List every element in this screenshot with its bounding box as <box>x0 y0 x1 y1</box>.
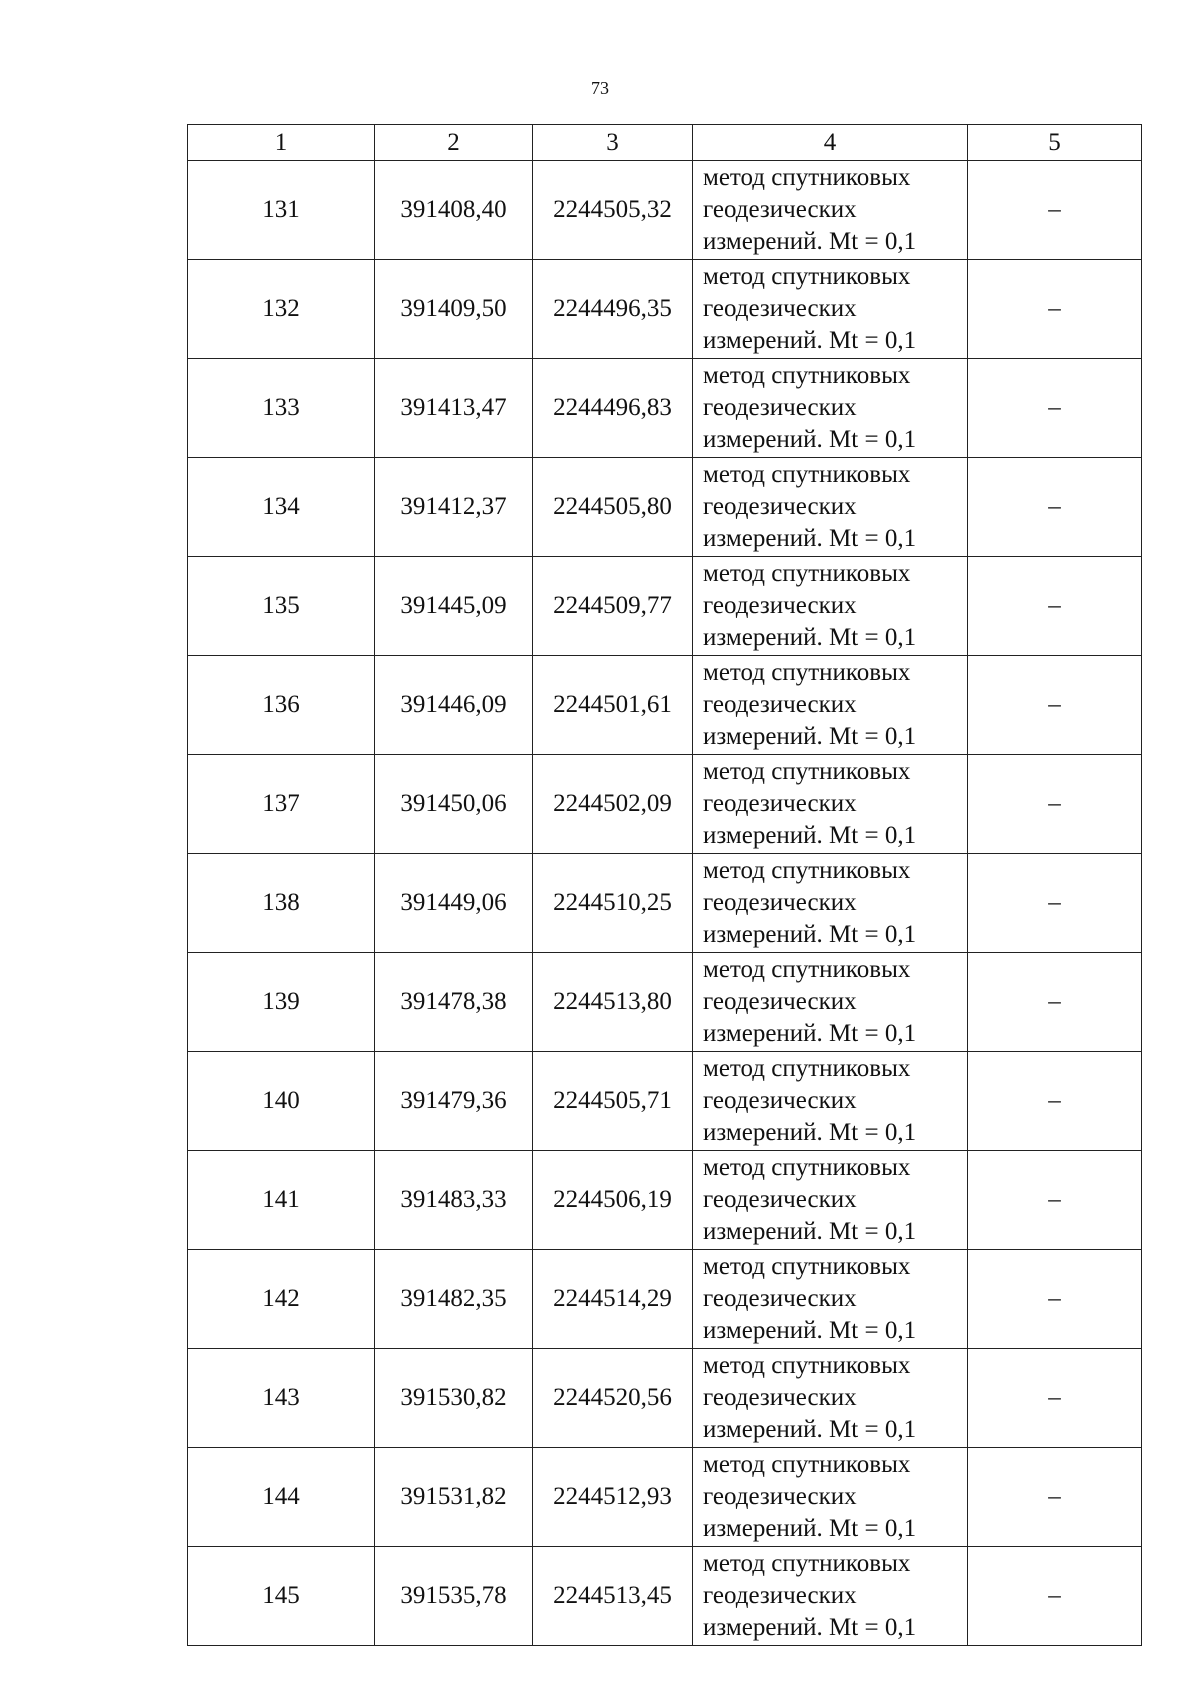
point-number-cell: 135 <box>188 557 375 656</box>
y-coordinate-cell: 2244505,80 <box>533 458 693 557</box>
x-coordinate-cell: 391479,36 <box>375 1052 533 1151</box>
method-line: геодезических <box>703 1582 857 1609</box>
method-line: метод спутниковых <box>703 263 911 290</box>
method-line: геодезических <box>703 1384 857 1411</box>
method-line: измерений. Mt = 0,1 <box>703 822 917 849</box>
point-number-cell: 142 <box>188 1250 375 1349</box>
method-cell <box>693 854 968 953</box>
method-line: измерений. Mt = 0,1 <box>703 1317 917 1344</box>
y-coordinate-cell: 2244505,32 <box>533 161 693 260</box>
method-line: измерений. Mt = 0,1 <box>703 426 917 453</box>
column-header: 4 <box>693 125 968 161</box>
method-cell <box>693 953 968 1052</box>
x-coordinate-cell: 391482,35 <box>375 1250 533 1349</box>
notes-cell: – <box>968 458 1142 557</box>
method-line: метод спутниковых <box>703 164 911 191</box>
method-line: метод спутниковых <box>703 560 911 587</box>
point-number-cell: 144 <box>188 1448 375 1547</box>
point-number-cell: 139 <box>188 953 375 1052</box>
point-number-cell: 137 <box>188 755 375 854</box>
y-coordinate-cell: 2244512,93 <box>533 1448 693 1547</box>
method-line: метод спутниковых <box>703 1154 911 1181</box>
point-number-cell: 132 <box>188 260 375 359</box>
notes-cell: – <box>968 1250 1142 1349</box>
x-coordinate-cell: 391409,50 <box>375 260 533 359</box>
point-number-cell: 141 <box>188 1151 375 1250</box>
x-coordinate-cell: 391412,37 <box>375 458 533 557</box>
method-cell <box>693 755 968 854</box>
x-coordinate-cell: 391446,09 <box>375 656 533 755</box>
table-row <box>188 1547 1142 1646</box>
point-number-cell: 133 <box>188 359 375 458</box>
method-cell <box>693 458 968 557</box>
method-line: геодезических <box>703 196 857 223</box>
y-coordinate-cell: 2244505,71 <box>533 1052 693 1151</box>
point-number-cell: 138 <box>188 854 375 953</box>
method-line: метод спутниковых <box>703 1055 911 1082</box>
x-coordinate-cell: 391535,78 <box>375 1547 533 1646</box>
table-row <box>188 161 1142 260</box>
x-coordinate-cell: 391483,33 <box>375 1151 533 1250</box>
method-cell <box>693 1151 968 1250</box>
method-line: метод спутниковых <box>703 857 911 884</box>
notes-cell: – <box>968 1052 1142 1151</box>
y-coordinate-cell: 2244514,29 <box>533 1250 693 1349</box>
point-number-cell: 143 <box>188 1349 375 1448</box>
method-line: метод спутниковых <box>703 956 911 983</box>
x-coordinate-cell: 391445,09 <box>375 557 533 656</box>
y-coordinate-cell: 2244513,80 <box>533 953 693 1052</box>
y-coordinate-cell: 2244501,61 <box>533 656 693 755</box>
method-line: геодезических <box>703 1186 857 1213</box>
x-coordinate-cell: 391413,47 <box>375 359 533 458</box>
method-line: метод спутниковых <box>703 659 911 686</box>
method-line: геодезических <box>703 790 857 817</box>
method-cell <box>693 359 968 458</box>
method-line: измерений. Mt = 0,1 <box>703 1218 917 1245</box>
point-number-cell: 136 <box>188 656 375 755</box>
point-number-cell: 131 <box>188 161 375 260</box>
method-line: геодезических <box>703 295 857 322</box>
table-row <box>188 1250 1142 1349</box>
method-cell <box>693 1250 968 1349</box>
method-line: геодезических <box>703 691 857 718</box>
method-line: измерений. Mt = 0,1 <box>703 921 917 948</box>
y-coordinate-cell: 2244506,19 <box>533 1151 693 1250</box>
notes-cell: – <box>968 1151 1142 1250</box>
method-cell <box>693 1349 968 1448</box>
y-coordinate-cell: 2244502,09 <box>533 755 693 854</box>
method-line: геодезических <box>703 1483 857 1510</box>
method-line: геодезических <box>703 394 857 421</box>
table-row <box>188 1151 1142 1250</box>
method-cell <box>693 1052 968 1151</box>
method-cell <box>693 260 968 359</box>
notes-cell: – <box>968 260 1142 359</box>
method-line: измерений. Mt = 0,1 <box>703 1119 917 1146</box>
method-cell <box>693 161 968 260</box>
method-line: измерений. Mt = 0,1 <box>703 1416 917 1443</box>
point-number-cell: 134 <box>188 458 375 557</box>
method-line: измерений. Mt = 0,1 <box>703 1020 917 1047</box>
method-line: метод спутниковых <box>703 362 911 389</box>
method-line: метод спутниковых <box>703 1352 911 1379</box>
table-row <box>188 260 1142 359</box>
table-row <box>188 854 1142 953</box>
method-cell <box>693 557 968 656</box>
y-coordinate-cell: 2244509,77 <box>533 557 693 656</box>
y-coordinate-cell: 2244520,56 <box>533 1349 693 1448</box>
table-row <box>188 953 1142 1052</box>
notes-cell: – <box>968 1448 1142 1547</box>
page-number: 73 <box>591 78 609 98</box>
column-header: 2 <box>375 125 533 161</box>
point-number-cell: 140 <box>188 1052 375 1151</box>
method-line: измерений. Mt = 0,1 <box>703 525 917 552</box>
notes-cell: – <box>968 854 1142 953</box>
method-line: измерений. Mt = 0,1 <box>703 624 917 651</box>
method-line: геодезических <box>703 493 857 520</box>
method-cell <box>693 1547 968 1646</box>
table-row <box>188 1052 1142 1151</box>
method-line: метод спутниковых <box>703 1253 911 1280</box>
coordinates-table <box>187 124 1142 1646</box>
x-coordinate-cell: 391408,40 <box>375 161 533 260</box>
y-coordinate-cell: 2244510,25 <box>533 854 693 953</box>
method-line: метод спутниковых <box>703 1451 911 1478</box>
y-coordinate-cell: 2244496,35 <box>533 260 693 359</box>
table-row <box>188 359 1142 458</box>
notes-cell: – <box>968 557 1142 656</box>
method-line: метод спутниковых <box>703 1550 911 1577</box>
table-body <box>188 161 1142 1646</box>
column-header: 5 <box>968 125 1142 161</box>
table-row <box>188 1349 1142 1448</box>
method-cell <box>693 1448 968 1547</box>
x-coordinate-cell: 391449,06 <box>375 854 533 953</box>
y-coordinate-cell: 2244513,45 <box>533 1547 693 1646</box>
method-line: геодезических <box>703 1285 857 1312</box>
table-header-row <box>188 125 1142 161</box>
notes-cell: – <box>968 953 1142 1052</box>
method-line: измерений. Mt = 0,1 <box>703 327 917 354</box>
column-header: 1 <box>188 125 375 161</box>
notes-cell: – <box>968 755 1142 854</box>
method-line: измерений. Mt = 0,1 <box>703 1614 917 1641</box>
method-cell <box>693 656 968 755</box>
column-header: 3 <box>533 125 693 161</box>
method-line: измерений. Mt = 0,1 <box>703 723 917 750</box>
table-row <box>188 656 1142 755</box>
point-number-cell: 145 <box>188 1547 375 1646</box>
x-coordinate-cell: 391530,82 <box>375 1349 533 1448</box>
table-row <box>188 458 1142 557</box>
method-line: метод спутниковых <box>703 461 911 488</box>
method-line: измерений. Mt = 0,1 <box>703 1515 917 1542</box>
method-line: измерений. Mt = 0,1 <box>703 228 917 255</box>
method-line: геодезических <box>703 592 857 619</box>
notes-cell: – <box>968 1349 1142 1448</box>
notes-cell: – <box>968 359 1142 458</box>
notes-cell: – <box>968 1547 1142 1646</box>
x-coordinate-cell: 391450,06 <box>375 755 533 854</box>
table-row <box>188 557 1142 656</box>
notes-cell: – <box>968 161 1142 260</box>
notes-cell: – <box>968 656 1142 755</box>
x-coordinate-cell: 391478,38 <box>375 953 533 1052</box>
x-coordinate-cell: 391531,82 <box>375 1448 533 1547</box>
method-line: геодезических <box>703 1087 857 1114</box>
table-row <box>188 755 1142 854</box>
table-row <box>188 1448 1142 1547</box>
method-line: геодезических <box>703 889 857 916</box>
method-line: геодезических <box>703 988 857 1015</box>
method-line: метод спутниковых <box>703 758 911 785</box>
y-coordinate-cell: 2244496,83 <box>533 359 693 458</box>
